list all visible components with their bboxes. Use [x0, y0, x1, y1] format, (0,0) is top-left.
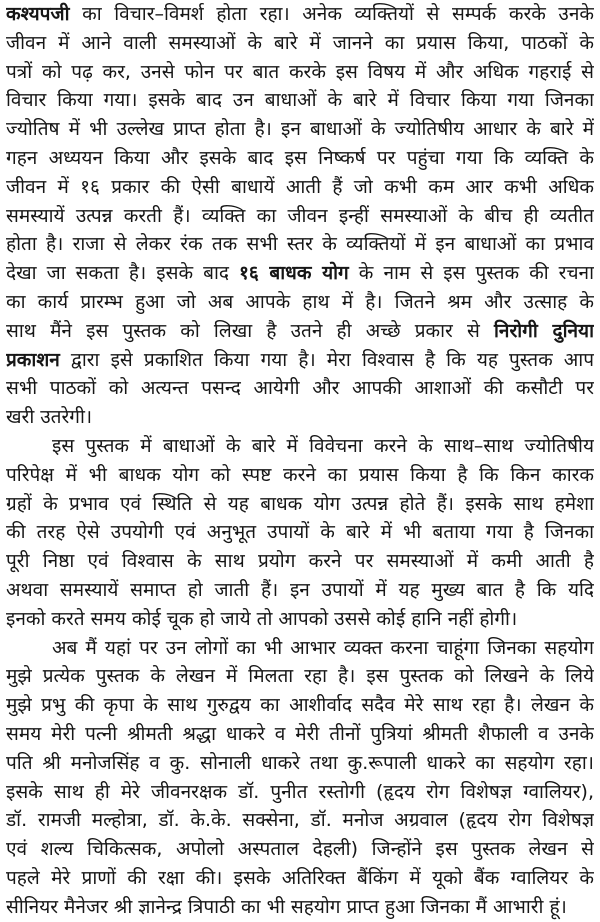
text-run: देखा जा सकता है। इसके बाद: [6, 262, 240, 285]
text-line: [6, 115, 594, 144]
text-line: [6, 58, 594, 87]
text-run: अब मैं यहां पर उन लोगों का भी आभार व्यक्त करना चाहूंगा जिनका सहयोग: [52, 636, 594, 659]
text-line: [6, 317, 594, 346]
text-line: [52, 634, 594, 663]
text-line: [6, 547, 594, 576]
text-run: ग्रहों के प्रभाव एवं स्थिति से यह बाधक योग उत्पन्न होते हैं। इसके साथ हमेशा: [6, 492, 594, 515]
text-line: [6, 662, 594, 691]
text-line: [6, 259, 594, 288]
text-run: समस्यायें उत्पन्न करती हैं। व्यक्ति का जीवन इन्हीं समस्याओं के बीच ही व्यतीत: [6, 204, 594, 227]
text-line: [6, 29, 594, 58]
text-run: पूरी निष्ठा एवं विश्वास के साथ प्रयोग करने पर समस्याओं में कमी आती है: [6, 550, 594, 573]
text-line: [6, 720, 594, 749]
text-line: [6, 806, 594, 835]
text-line: [6, 893, 594, 922]
bold-text: प्रकाशन: [6, 348, 60, 371]
text-run: का कार्य प्रारम्भ हुआ जो अब आपके हाथ में है। जितने श्रम और उत्साह के: [6, 291, 594, 313]
text-run: सीनियर मैनेजर श्री ज्ञानेन्द्र त्रिपाठी का भी सहयोग प्राप्त हुआ जिनका मैं आभारी हूं।: [6, 895, 567, 918]
text-run: पति श्री मनोजसिंह व कु. सोनाली धाकरे तथा कु.रूपाली धाकरे का सहयोग रहा।: [6, 751, 594, 774]
text-run: समय मेरी पत्नी श्रीमती श्रद्धा धाकरे व मेरी तीनों पुत्रियां श्रीमती शैफाली व उनके: [6, 723, 594, 745]
text-line: [6, 403, 594, 432]
text-run: पहले मेरे प्राणों की रक्षा की। इसके अतिरिक्त बैंकिंग में यूको बैंक ग्वालियर के: [6, 867, 594, 889]
text-line: [6, 346, 594, 375]
text-line: [6, 461, 594, 490]
text-run: की तरह ऐसे उपयोगी एवं अनुभूत उपायों के बारे में भी बताया गया है जिनका: [6, 521, 594, 544]
text-run: मुझे प्रभु की कृपा के साथ गुरुद्वय का आशीर्वाद सदैव मेरे साथ रहा है। लेखन के: [6, 694, 594, 717]
text-line: [6, 144, 594, 173]
text-run: के नाम से इस पुस्तक की रचना: [348, 262, 594, 285]
text-run: खरी उतरेगी।: [6, 406, 93, 429]
text-run: का विचार–विमर्श होता रहा। अनेक व्यक्तियों से सम्पर्क करके उनके: [69, 3, 594, 25]
text-run: गहन अध्ययन किया और इसके बाद इस निष्कर्ष पर पहुंचा गया कि व्यक्ति के: [6, 147, 594, 169]
text-run: होता है। राजा से लेकर रंक तक सभी स्तर के व्यक्तियों में इन बाधाओं का प्रभाव: [6, 233, 594, 256]
text-run: एवं शल्य चिकित्सक, अपोलो अस्पताल देहली) जिन्होंने इस पुस्तक लेखन से: [6, 838, 594, 861]
text-line: [6, 864, 594, 893]
text-run: सभी पाठकों को अत्यन्त पसन्द आयेगी और आपकी आशाओं की कसौटी पर: [6, 377, 594, 400]
text-line: [6, 230, 594, 259]
text-line: [6, 835, 594, 864]
text-run: विचार किया गया। इसके बाद उन बाधाओं के बारे में विचार किया गया जिनका: [6, 89, 594, 112]
bold-text: १६ बाधक योग: [239, 262, 349, 285]
text-run: डॉ. रामजी मल्होत्रा, डॉ. के.के. सक्सेना, डॉ. मनोज अग्रवाल (हृदय रोग विशेषज्ञ: [6, 809, 594, 832]
text-run: जीवन में १६ प्रकार की ऐसी बाधायें आती हैं जो कभी कम आर कभी अधिक: [6, 175, 594, 198]
text-line: [6, 86, 594, 115]
text-run: मुझे प्रत्येक पुस्तक के लेखन में मिलता रहा है। इस पुस्तक को लिखने के लिये: [6, 665, 594, 688]
text-run: द्वारा इसे प्रकाशित किया गया है। मेरा विश्वास है कि यह पुस्तक आप: [59, 348, 594, 371]
text-line: [6, 749, 594, 778]
text-run: अथवा समस्यायें समाप्त हो जाती हैं। इन उपायों में यह मुख्य बात है कि यदि: [6, 579, 594, 601]
text-line: [6, 202, 594, 231]
text-line: [6, 576, 594, 605]
text-line: [6, 605, 594, 634]
text-line: [6, 0, 594, 29]
bold-text: कश्यपजी: [6, 3, 70, 25]
text-run: जीवन में आने वाली समस्याओं के बारे में जानने का प्रयास किया, पाठकों के: [6, 31, 594, 54]
text-run: इनको करते समय कोई चूक हो जाये तो आपको उससे कोई हानि नहीं होगी।: [6, 607, 518, 630]
text-line: [52, 432, 594, 461]
text-line: [6, 490, 594, 519]
text-line: [6, 518, 594, 547]
text-run: साथ मैंने इस पुस्तक को लिखा है उतने ही अच्छे प्रकार से: [6, 319, 494, 342]
text-run: पत्रों को पढ़ कर, उनसे फोन पर बात करके इस विषय में और अधिक गहराई से: [6, 60, 594, 83]
text-line: [6, 691, 594, 720]
text-line: [6, 778, 594, 807]
text-run: इस पुस्तक में बाधाओं के बारे में विवेचना करने के साथ–साथ ज्योतिषीय: [52, 435, 594, 457]
text-line: [6, 288, 594, 317]
text-line: [6, 374, 594, 403]
bold-text: निरोगी दुनिया: [493, 319, 594, 342]
text-run: ज्योतिष में भी उल्लेख प्राप्त होता है। इन बाधाओं के ज्योतिषीय आधार के बारे में: [6, 118, 594, 141]
text-run: परिपेक्ष में भी बाधक योग को स्पष्ट करने का प्रयास किया है कि किन कारक: [6, 463, 594, 486]
text-line: [6, 173, 594, 202]
text-run: इसके साथ ही मेरे जीवनरक्षक डॉ. पुनीत रस्तोगी (हृदय रोग विशेषज्ञ ग्वालियर),: [6, 780, 594, 803]
